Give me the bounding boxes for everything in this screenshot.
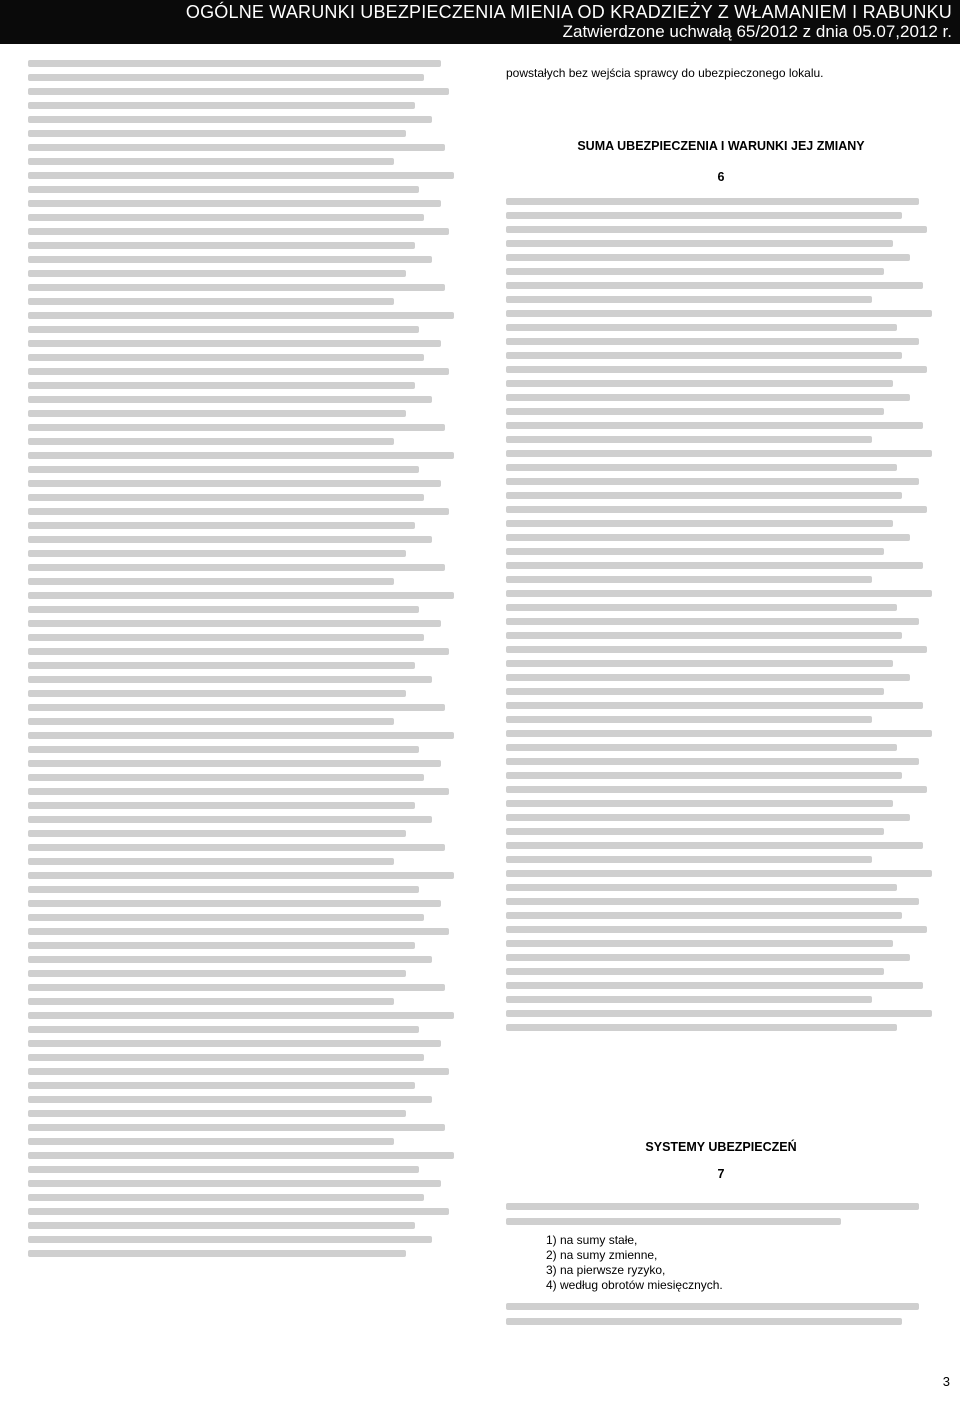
text-line — [28, 1124, 445, 1131]
text-line — [28, 802, 415, 809]
text-line — [506, 380, 893, 387]
text-line — [506, 464, 897, 471]
systems-item-4: 4) według obrotów miesięcznych. — [546, 1278, 723, 1292]
text-line — [506, 422, 923, 429]
text-line — [28, 816, 432, 823]
text-line — [506, 268, 884, 275]
text-line — [28, 858, 394, 865]
text-line — [506, 772, 902, 779]
text-line — [28, 214, 424, 221]
text-line — [28, 830, 406, 837]
text-line — [28, 494, 424, 501]
text-line — [28, 1222, 415, 1229]
text-line — [28, 1054, 424, 1061]
text-line — [506, 842, 923, 849]
text-line — [28, 1208, 449, 1215]
text-line — [506, 590, 932, 597]
text-line — [28, 60, 441, 67]
systems-item-1: 1) na sumy stałe, — [546, 1233, 638, 1247]
text-line — [28, 662, 415, 669]
text-line — [506, 254, 910, 261]
text-line — [506, 212, 902, 219]
text-line — [506, 618, 919, 625]
text-line — [28, 424, 445, 431]
text-line — [28, 74, 424, 81]
text-line — [28, 1250, 406, 1257]
text-line — [28, 998, 394, 1005]
text-line — [28, 1194, 424, 1201]
text-line — [506, 828, 884, 835]
text-line — [28, 256, 432, 263]
text-line — [506, 702, 923, 709]
text-line — [506, 450, 932, 457]
text-line — [28, 522, 415, 529]
text-line — [506, 548, 884, 555]
text-line — [28, 312, 454, 319]
text-line — [28, 228, 449, 235]
text-line — [28, 88, 449, 95]
text-line — [506, 870, 932, 877]
text-line — [506, 1024, 897, 1031]
section-number-6: 6 — [717, 170, 725, 184]
text-line — [28, 270, 406, 277]
text-line — [506, 660, 893, 667]
text-line — [28, 942, 415, 949]
section-title-systems: SYSTEMY UBEZPIECZEŃ — [645, 1140, 797, 1154]
text-line — [28, 550, 406, 557]
text-line — [28, 396, 432, 403]
text-line — [28, 536, 432, 543]
text-line — [28, 452, 454, 459]
text-line — [28, 354, 424, 361]
text-line — [506, 338, 919, 345]
text-line — [506, 730, 932, 737]
text-line — [506, 898, 919, 905]
right-body — [506, 198, 936, 1098]
text-line — [506, 198, 919, 205]
text-line — [506, 604, 897, 611]
text-line — [506, 800, 893, 807]
text-line — [28, 1236, 432, 1243]
text-line — [28, 620, 441, 627]
text-line — [28, 886, 419, 893]
systems-item-3: 3) na pierwsze ryzyko, — [546, 1263, 666, 1277]
text-line — [506, 226, 927, 233]
text-line — [506, 366, 927, 373]
systems-item-2: 2) na sumy zmienne, — [546, 1248, 658, 1262]
text-line — [28, 200, 441, 207]
text-line — [28, 466, 419, 473]
text-line — [506, 786, 927, 793]
section-title-sum: SUMA UBEZPIECZENIA I WARUNKI JEJ ZMIANY — [577, 139, 865, 153]
text-line — [28, 1110, 406, 1117]
systems-list — [506, 1203, 936, 1313]
text-line — [506, 282, 923, 289]
text-line — [506, 562, 923, 569]
text-line — [28, 326, 419, 333]
text-line — [506, 688, 884, 695]
text-line — [28, 1180, 441, 1187]
text-line — [506, 982, 923, 989]
text-line — [506, 240, 893, 247]
text-line — [506, 296, 872, 303]
text-line — [28, 648, 449, 655]
text-line — [28, 956, 432, 963]
text-line — [28, 844, 445, 851]
text-line — [28, 298, 394, 305]
text-line — [506, 408, 884, 415]
text-line — [28, 970, 406, 977]
section-number-7: 7 — [717, 1167, 725, 1181]
left-column — [28, 60, 458, 1330]
text-line — [28, 900, 441, 907]
text-line — [506, 758, 919, 765]
text-line — [506, 394, 910, 401]
text-line — [506, 576, 872, 583]
text-line — [28, 480, 441, 487]
text-line — [28, 928, 449, 935]
text-line — [28, 158, 394, 165]
text-line — [28, 340, 441, 347]
text-line — [28, 732, 454, 739]
text-line — [28, 382, 415, 389]
text-line — [506, 506, 927, 513]
text-line — [28, 438, 394, 445]
text-line — [28, 914, 424, 921]
text-line — [506, 940, 893, 947]
document-header — [0, 0, 960, 44]
text-line — [506, 716, 872, 723]
text-line — [28, 1096, 432, 1103]
text-line — [28, 690, 406, 697]
text-line — [506, 744, 897, 751]
text-line — [506, 324, 897, 331]
text-line — [28, 1166, 419, 1173]
text-line — [28, 676, 432, 683]
text-line — [28, 130, 406, 137]
text-line — [28, 872, 454, 879]
text-line — [506, 814, 910, 821]
text-line — [28, 1026, 419, 1033]
text-line — [28, 704, 445, 711]
text-line — [28, 1138, 394, 1145]
text-line — [506, 912, 902, 919]
text-line — [28, 634, 424, 641]
text-line — [28, 102, 415, 109]
text-line — [28, 564, 445, 571]
text-line — [28, 144, 445, 151]
page-number: 3 — [942, 1374, 950, 1389]
text-line — [28, 984, 445, 991]
text-line — [506, 352, 902, 359]
text-line — [28, 284, 445, 291]
text-line — [28, 1152, 454, 1159]
text-line — [28, 1082, 415, 1089]
text-line — [506, 310, 932, 317]
text-line — [506, 478, 919, 485]
text-line — [28, 508, 449, 515]
text-line — [506, 436, 872, 443]
text-line — [28, 410, 406, 417]
text-line — [506, 926, 927, 933]
text-line — [506, 968, 884, 975]
text-line — [506, 674, 910, 681]
text-line — [28, 186, 419, 193]
text-line — [506, 520, 893, 527]
text-line — [28, 1012, 454, 1019]
text-line — [28, 606, 419, 613]
text-line — [28, 592, 454, 599]
text-line — [28, 116, 432, 123]
text-line — [506, 996, 872, 1003]
text-line — [28, 578, 394, 585]
text-line — [506, 884, 897, 891]
text-line — [28, 368, 449, 375]
text-line — [28, 1040, 441, 1047]
right-top-line: powstałych bez wejścia sprawcy do ubezpieczonego lokalu. — [506, 66, 824, 80]
header-subtitle: Zatwierdzone uchwałą 65/2012 z dnia 05.07,2012 r. — [562, 22, 952, 41]
header-title: OGÓLNE WARUNKI UBEZPIECZENIA MIENIA OD KRADZIEŻY Z WŁAMANIEM I RABUNKU — [185, 2, 952, 22]
text-line — [28, 788, 449, 795]
text-line — [28, 242, 415, 249]
text-line — [506, 1010, 932, 1017]
text-line — [506, 646, 927, 653]
text-line — [28, 1068, 449, 1075]
text-line — [28, 718, 394, 725]
text-line — [28, 172, 454, 179]
text-line — [506, 492, 902, 499]
text-line — [506, 954, 910, 961]
text-line — [506, 856, 872, 863]
text-line — [506, 534, 910, 541]
text-line — [28, 746, 419, 753]
text-line — [28, 774, 424, 781]
text-line — [506, 632, 902, 639]
text-line — [28, 760, 441, 767]
